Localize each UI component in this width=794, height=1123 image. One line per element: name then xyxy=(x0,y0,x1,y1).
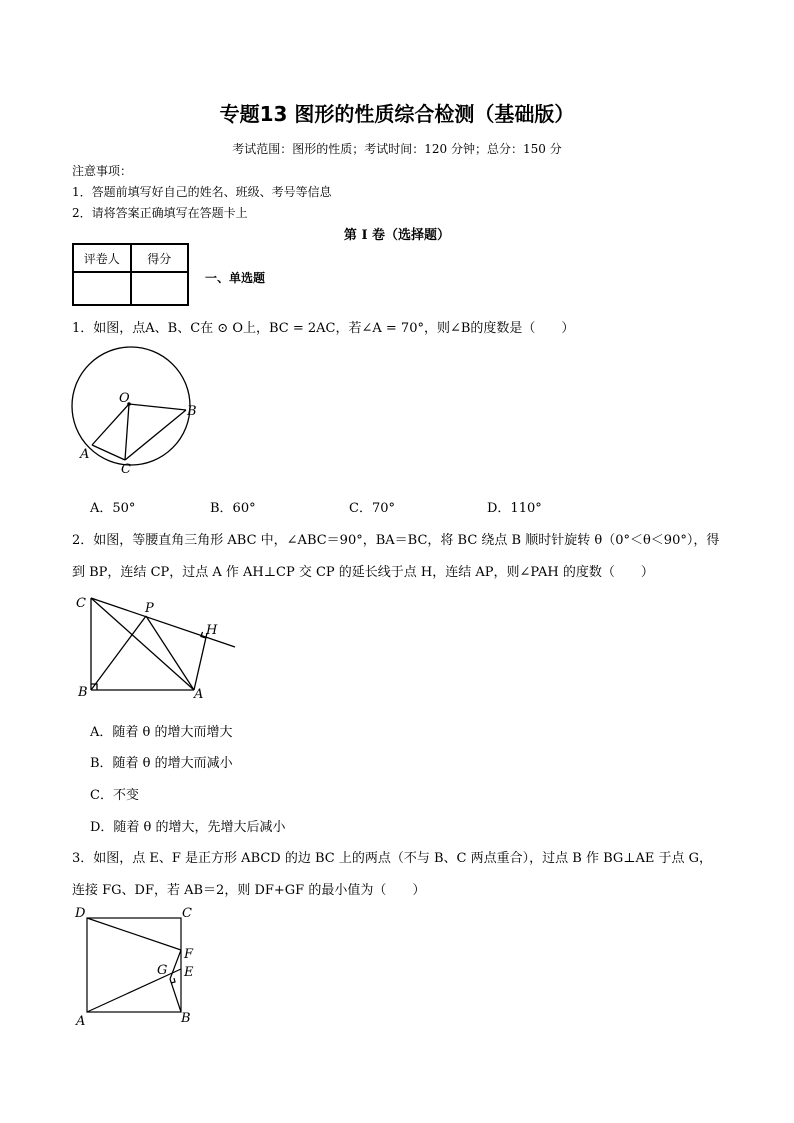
circle-o xyxy=(72,347,190,465)
q1-option-a[interactable]: A．50° xyxy=(90,501,136,516)
q2-option-a[interactable]: A．随着 θ 的增大而增大 xyxy=(90,725,233,740)
grader-label: 评卷人 xyxy=(73,244,131,272)
notes-item-2: 2．请将答案正确填写在答题卡上 xyxy=(72,206,248,220)
question-2-figure xyxy=(72,592,247,704)
page-title: 专题13 图形的性质综合检测（基础版） xyxy=(219,102,575,126)
question-2-line-2: 到 BP，连结 CP，过点 A 作 AH⊥CP 交 CP 的延长线于点 H，连结 AP，则∠PAH 的度数（ ） xyxy=(72,565,654,580)
label-o: O xyxy=(119,391,130,406)
label-a: A xyxy=(76,1014,86,1029)
question-3-figure xyxy=(72,904,202,1030)
section-title: 第 I 卷（选择题） xyxy=(343,228,451,243)
label-b: B xyxy=(78,685,88,700)
q1-option-b[interactable]: B．60° xyxy=(210,501,256,516)
grader-cell[interactable] xyxy=(73,272,131,305)
score-cell[interactable] xyxy=(131,272,189,305)
q1-option-d[interactable]: D．110° xyxy=(487,501,542,516)
label-p: P xyxy=(145,601,154,616)
score-label: 得分 xyxy=(131,244,189,272)
label-h: H xyxy=(206,623,218,638)
q2-option-b[interactable]: B．随着 θ 的增大而减小 xyxy=(90,756,233,771)
notes-item-1: 1．答题前填写好自己的姓名、班级、考号等信息 xyxy=(72,185,332,199)
label-c: C xyxy=(121,462,131,477)
label-e: E xyxy=(184,965,194,980)
question-1-figure xyxy=(65,338,205,478)
label-d: D xyxy=(75,906,86,921)
exam-info: 考试范围：图形的性质；考试时间：120 分钟；总分：150 分 xyxy=(232,142,562,156)
question-3-line-1: 3．如图，点 E、F 是正方形 ABCD 的边 BC 上的两点（不与 B、C 两点重合），过点 B 作 BG⊥AE 于点 G， xyxy=(72,851,713,866)
q1-option-c[interactable]: C．70° xyxy=(349,501,395,516)
label-g: G xyxy=(157,963,168,978)
q2-option-c[interactable]: C．不变 xyxy=(90,788,139,803)
label-a: A xyxy=(194,687,204,702)
question-2-line-1: 2．如图，等腰直角三角形 ABC 中，∠ABC＝90°，BA＝BC，将 BC 绕点 B 顺时针旋转 θ（0°＜θ＜90°），得 xyxy=(72,533,720,548)
question-1-stem: 1．如图，点A、B、C在 ⊙ O上，BC = 2AC，若∠A = 70°，则∠B的度数是（ ） xyxy=(72,321,575,336)
label-a: A xyxy=(80,447,90,462)
label-f: F xyxy=(184,947,194,962)
label-b: B xyxy=(187,404,197,419)
label-b: B xyxy=(181,1011,191,1026)
part-title: 一、单选题 xyxy=(205,271,266,285)
score-box xyxy=(72,243,189,306)
notes-heading: 注意事项： xyxy=(72,164,133,178)
label-c: C xyxy=(182,906,192,921)
q2-option-d[interactable]: D．随着 θ 的增大，先增大后减小 xyxy=(90,820,286,835)
label-c: C xyxy=(76,596,86,611)
question-3-line-2: 连接 FG、DF，若 AB＝2，则 DF+GF 的最小值为（ ） xyxy=(72,883,426,898)
